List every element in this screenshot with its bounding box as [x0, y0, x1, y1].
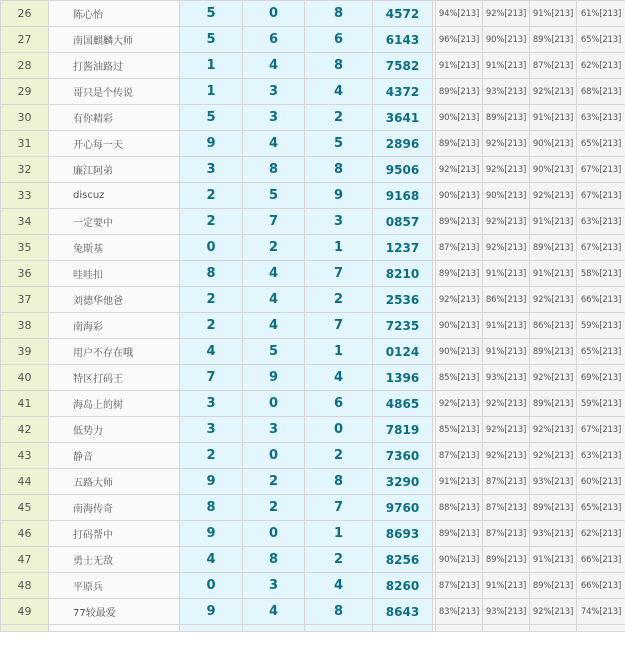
player-name-cell: 低势力: [49, 417, 180, 443]
digit-3-cell: 8: [305, 1, 373, 27]
digit-1-cell: 1: [180, 53, 243, 79]
rate-4-cell: 69%[213]: [577, 365, 625, 391]
rate-1-cell: 89%[213]: [436, 261, 483, 287]
rate-4-cell: 67%[213]: [577, 157, 625, 183]
code-cell: 4572: [373, 1, 433, 27]
rank-cell: 38: [1, 313, 49, 339]
table-row: [1, 417, 625, 443]
digit-1-cell: 9: [180, 469, 243, 495]
rate-3-cell: 91%[213]: [530, 547, 577, 573]
table-row: [1, 365, 625, 391]
rate-4-cell: 67%[213]: [577, 417, 625, 443]
digit-1-cell: 2: [180, 313, 243, 339]
rate-3-cell: 89%[213]: [530, 27, 577, 53]
code-cell: 9506: [373, 157, 433, 183]
rate-4-cell: 74%[213]: [577, 599, 625, 625]
ranking-rows: [1, 1, 625, 632]
player-name-cell: 刘德华他爸: [49, 287, 180, 313]
rate-2-cell: 89%[213]: [483, 547, 530, 573]
table-row: [1, 313, 625, 339]
rate-1-cell: 88%[213]: [436, 495, 483, 521]
digit-3-cell: 7: [305, 261, 373, 287]
rate-4-cell: 60%[213]: [577, 469, 625, 495]
player-name-cell: 勇士无敌: [49, 547, 180, 573]
rate-1-cell: 89%[213]: [436, 521, 483, 547]
digit-2-cell: 3: [243, 573, 305, 599]
rate-1-cell: 90%[213]: [436, 313, 483, 339]
rank-cell: 34: [1, 209, 49, 235]
table-row: [1, 573, 625, 599]
player-name-cell: 廉江阿弟: [49, 157, 180, 183]
rank-cell: 27: [1, 27, 49, 53]
table-row: [1, 261, 625, 287]
rate-1-cell: 90%[213]: [436, 547, 483, 573]
digit-1-cell: 9: [180, 521, 243, 547]
rank-cell: 44: [1, 469, 49, 495]
digit-2-cell: 9: [243, 365, 305, 391]
rate-2-cell: 89%[213]: [483, 105, 530, 131]
table-row-partial: [1, 625, 625, 632]
digit-2-cell: 3: [243, 79, 305, 105]
digit-1-cell: 5: [180, 27, 243, 53]
digit-2-cell: 5: [243, 339, 305, 365]
empty-cell: [436, 625, 483, 632]
rate-4-cell: 65%[213]: [577, 495, 625, 521]
table-row: [1, 1, 625, 27]
table-row: [1, 391, 625, 417]
table-row: [1, 521, 625, 547]
rate-3-cell: 90%[213]: [530, 157, 577, 183]
rank-cell: 49: [1, 599, 49, 625]
rate-2-cell: 91%[213]: [483, 53, 530, 79]
digit-2-cell: 2: [243, 469, 305, 495]
rate-1-cell: 94%[213]: [436, 1, 483, 27]
rate-2-cell: 87%[213]: [483, 469, 530, 495]
rate-4-cell: 63%[213]: [577, 209, 625, 235]
rate-4-cell: 65%[213]: [577, 131, 625, 157]
digit-1-cell: 2: [180, 209, 243, 235]
digit-2-cell: 4: [243, 261, 305, 287]
digit-1-cell: 3: [180, 157, 243, 183]
digit-2-cell: 3: [243, 105, 305, 131]
rate-1-cell: 87%[213]: [436, 235, 483, 261]
rate-3-cell: 92%[213]: [530, 183, 577, 209]
player-name-cell: 南海彩: [49, 313, 180, 339]
code-cell: 8256: [373, 547, 433, 573]
code-cell: 6143: [373, 27, 433, 53]
digit-2-cell: 7: [243, 209, 305, 235]
rate-4-cell: 65%[213]: [577, 339, 625, 365]
digit-1-cell: 2: [180, 443, 243, 469]
rate-2-cell: 87%[213]: [483, 521, 530, 547]
rate-1-cell: 89%[213]: [436, 209, 483, 235]
rate-2-cell: 91%[213]: [483, 573, 530, 599]
code-cell: 7235: [373, 313, 433, 339]
digit-1-cell: 8: [180, 495, 243, 521]
digit-1-cell: 0: [180, 573, 243, 599]
code-cell: 8693: [373, 521, 433, 547]
rank-cell: 30: [1, 105, 49, 131]
empty-cell: [49, 625, 180, 632]
rank-cell: 47: [1, 547, 49, 573]
code-cell: 3641: [373, 105, 433, 131]
rate-2-cell: 92%[213]: [483, 131, 530, 157]
rate-1-cell: 83%[213]: [436, 599, 483, 625]
rate-2-cell: 90%[213]: [483, 183, 530, 209]
table-row: [1, 599, 625, 625]
digit-3-cell: 9: [305, 183, 373, 209]
rate-4-cell: 59%[213]: [577, 313, 625, 339]
player-name-cell: 南国麒麟大师: [49, 27, 180, 53]
rate-3-cell: 90%[213]: [530, 131, 577, 157]
rate-2-cell: 92%[213]: [483, 235, 530, 261]
rate-4-cell: 66%[213]: [577, 547, 625, 573]
empty-cell: [483, 625, 530, 632]
player-name-cell: 哇哇扣: [49, 261, 180, 287]
rate-3-cell: 92%[213]: [530, 443, 577, 469]
player-name-cell: 有你精彩: [49, 105, 180, 131]
rate-4-cell: 67%[213]: [577, 235, 625, 261]
rate-2-cell: 91%[213]: [483, 261, 530, 287]
player-name-cell: 五路大师: [49, 469, 180, 495]
digit-2-cell: 0: [243, 1, 305, 27]
code-cell: 0124: [373, 339, 433, 365]
rate-1-cell: 85%[213]: [436, 417, 483, 443]
rank-cell: 33: [1, 183, 49, 209]
digit-2-cell: 8: [243, 157, 305, 183]
digit-2-cell: 0: [243, 391, 305, 417]
rate-2-cell: 91%[213]: [483, 339, 530, 365]
rank-cell: 48: [1, 573, 49, 599]
digit-3-cell: 1: [305, 521, 373, 547]
player-name-cell: 陈心怡: [49, 1, 180, 27]
rate-3-cell: 92%[213]: [530, 287, 577, 313]
rate-3-cell: 91%[213]: [530, 105, 577, 131]
rank-cell: 45: [1, 495, 49, 521]
digit-3-cell: 2: [305, 547, 373, 573]
rank-cell: 36: [1, 261, 49, 287]
code-cell: 4865: [373, 391, 433, 417]
table-row: [1, 157, 625, 183]
code-cell: 7819: [373, 417, 433, 443]
digit-3-cell: 8: [305, 157, 373, 183]
digit-1-cell: 1: [180, 79, 243, 105]
table-row: [1, 183, 625, 209]
table-row: [1, 235, 625, 261]
rate-3-cell: 92%[213]: [530, 599, 577, 625]
digit-1-cell: 3: [180, 391, 243, 417]
rank-cell: 40: [1, 365, 49, 391]
rate-4-cell: 63%[213]: [577, 105, 625, 131]
table-row: [1, 209, 625, 235]
digit-1-cell: 2: [180, 287, 243, 313]
digit-2-cell: 2: [243, 235, 305, 261]
rank-cell: 31: [1, 131, 49, 157]
rank-cell: 43: [1, 443, 49, 469]
player-name-cell: 打码帮中: [49, 521, 180, 547]
rate-1-cell: 89%[213]: [436, 131, 483, 157]
digit-2-cell: 4: [243, 313, 305, 339]
code-cell: 1396: [373, 365, 433, 391]
code-cell: 7582: [373, 53, 433, 79]
rate-1-cell: 90%[213]: [436, 183, 483, 209]
rate-3-cell: 92%[213]: [530, 365, 577, 391]
digit-1-cell: 8: [180, 261, 243, 287]
digit-1-cell: 5: [180, 105, 243, 131]
digit-1-cell: 2: [180, 183, 243, 209]
digit-2-cell: 4: [243, 599, 305, 625]
rate-3-cell: 91%[213]: [530, 1, 577, 27]
rate-3-cell: 89%[213]: [530, 339, 577, 365]
rate-2-cell: 92%[213]: [483, 417, 530, 443]
digit-1-cell: 3: [180, 417, 243, 443]
digit-1-cell: 4: [180, 547, 243, 573]
digit-3-cell: 4: [305, 365, 373, 391]
rate-2-cell: 90%[213]: [483, 27, 530, 53]
rate-3-cell: 91%[213]: [530, 209, 577, 235]
player-name-cell: 海岛上的树: [49, 391, 180, 417]
digit-3-cell: 8: [305, 53, 373, 79]
rate-4-cell: 65%[213]: [577, 27, 625, 53]
rate-2-cell: 91%[213]: [483, 313, 530, 339]
code-cell: 8260: [373, 573, 433, 599]
rate-1-cell: 91%[213]: [436, 53, 483, 79]
code-cell: 4372: [373, 79, 433, 105]
rate-2-cell: 87%[213]: [483, 495, 530, 521]
rate-1-cell: 91%[213]: [436, 469, 483, 495]
empty-cell: [373, 625, 433, 632]
digit-2-cell: 4: [243, 287, 305, 313]
rank-cell: 37: [1, 287, 49, 313]
digit-2-cell: 6: [243, 27, 305, 53]
table-row: [1, 547, 625, 573]
rate-2-cell: 92%[213]: [483, 391, 530, 417]
rank-cell: 28: [1, 53, 49, 79]
rate-1-cell: 92%[213]: [436, 157, 483, 183]
rate-1-cell: 92%[213]: [436, 287, 483, 313]
digit-3-cell: 2: [305, 287, 373, 313]
player-name-cell: 开心每一天: [49, 131, 180, 157]
rate-3-cell: 92%[213]: [530, 417, 577, 443]
rate-3-cell: 93%[213]: [530, 521, 577, 547]
code-cell: 7360: [373, 443, 433, 469]
table-row: [1, 131, 625, 157]
digit-1-cell: 9: [180, 131, 243, 157]
rate-4-cell: 66%[213]: [577, 287, 625, 313]
empty-cell: [243, 625, 305, 632]
table-row: [1, 79, 625, 105]
rank-cell: 39: [1, 339, 49, 365]
rank-cell: 32: [1, 157, 49, 183]
rate-1-cell: 87%[213]: [436, 443, 483, 469]
empty-cell: [1, 625, 49, 632]
code-cell: 9760: [373, 495, 433, 521]
code-cell: 0857: [373, 209, 433, 235]
rank-cell: 35: [1, 235, 49, 261]
digit-3-cell: 7: [305, 495, 373, 521]
rate-1-cell: 92%[213]: [436, 391, 483, 417]
rate-4-cell: 67%[213]: [577, 183, 625, 209]
rate-3-cell: 87%[213]: [530, 53, 577, 79]
digit-2-cell: 5: [243, 183, 305, 209]
digit-3-cell: 2: [305, 443, 373, 469]
player-name-cell: discuz: [49, 183, 180, 209]
rate-1-cell: 87%[213]: [436, 573, 483, 599]
digit-3-cell: 8: [305, 469, 373, 495]
rate-3-cell: 89%[213]: [530, 573, 577, 599]
digit-2-cell: 2: [243, 495, 305, 521]
rate-1-cell: 89%[213]: [436, 79, 483, 105]
digit-1-cell: 7: [180, 365, 243, 391]
digit-2-cell: 4: [243, 131, 305, 157]
digit-2-cell: 3: [243, 417, 305, 443]
digit-1-cell: 9: [180, 599, 243, 625]
rate-3-cell: 89%[213]: [530, 495, 577, 521]
digit-1-cell: 4: [180, 339, 243, 365]
rate-4-cell: 61%[213]: [577, 1, 625, 27]
code-cell: 3290: [373, 469, 433, 495]
digit-3-cell: 1: [305, 235, 373, 261]
rate-4-cell: 63%[213]: [577, 443, 625, 469]
player-name-cell: 打酱油路过: [49, 53, 180, 79]
digit-2-cell: 0: [243, 443, 305, 469]
rate-2-cell: 93%[213]: [483, 365, 530, 391]
digit-3-cell: 8: [305, 599, 373, 625]
rate-3-cell: 89%[213]: [530, 391, 577, 417]
digit-2-cell: 8: [243, 547, 305, 573]
code-cell: 8210: [373, 261, 433, 287]
player-name-cell: 平原兵: [49, 573, 180, 599]
code-cell: 1237: [373, 235, 433, 261]
rank-cell: 42: [1, 417, 49, 443]
player-name-cell: 哥只是个传说: [49, 79, 180, 105]
digit-3-cell: 6: [305, 391, 373, 417]
player-name-cell: 兔斯基: [49, 235, 180, 261]
table-row: [1, 105, 625, 131]
digit-2-cell: 4: [243, 53, 305, 79]
rate-1-cell: 96%[213]: [436, 27, 483, 53]
code-cell: 2536: [373, 287, 433, 313]
rate-3-cell: 89%[213]: [530, 235, 577, 261]
digit-3-cell: 0: [305, 417, 373, 443]
rate-1-cell: 85%[213]: [436, 365, 483, 391]
digit-3-cell: 5: [305, 131, 373, 157]
digit-1-cell: 0: [180, 235, 243, 261]
digit-3-cell: 6: [305, 27, 373, 53]
table-row: [1, 469, 625, 495]
empty-cell: [180, 625, 243, 632]
player-name-cell: 静音: [49, 443, 180, 469]
digit-2-cell: 0: [243, 521, 305, 547]
rate-4-cell: 68%[213]: [577, 79, 625, 105]
digit-1-cell: 5: [180, 1, 243, 27]
player-name-cell: 特区打码王: [49, 365, 180, 391]
rate-4-cell: 62%[213]: [577, 53, 625, 79]
rate-2-cell: 86%[213]: [483, 287, 530, 313]
rate-2-cell: 92%[213]: [483, 157, 530, 183]
rate-2-cell: 92%[213]: [483, 443, 530, 469]
table-row: [1, 495, 625, 521]
table-row: [1, 287, 625, 313]
rate-4-cell: 59%[213]: [577, 391, 625, 417]
empty-cell: [305, 625, 373, 632]
table-row: [1, 27, 625, 53]
rate-3-cell: 86%[213]: [530, 313, 577, 339]
digit-3-cell: 1: [305, 339, 373, 365]
table-row: [1, 443, 625, 469]
rate-3-cell: 93%[213]: [530, 469, 577, 495]
player-name-cell: 用户不存在哦: [49, 339, 180, 365]
digit-3-cell: 3: [305, 209, 373, 235]
rate-3-cell: 92%[213]: [530, 79, 577, 105]
code-cell: 2896: [373, 131, 433, 157]
table-row: [1, 53, 625, 79]
code-cell: 9168: [373, 183, 433, 209]
rate-2-cell: 93%[213]: [483, 599, 530, 625]
code-cell: 8643: [373, 599, 433, 625]
digit-3-cell: 7: [305, 313, 373, 339]
digit-3-cell: 4: [305, 79, 373, 105]
rate-2-cell: 92%[213]: [483, 209, 530, 235]
digit-3-cell: 4: [305, 573, 373, 599]
rate-2-cell: 93%[213]: [483, 79, 530, 105]
rank-cell: 46: [1, 521, 49, 547]
rate-4-cell: 62%[213]: [577, 521, 625, 547]
player-name-cell: 77较最爱: [49, 599, 180, 625]
digit-3-cell: 2: [305, 105, 373, 131]
rank-cell: 41: [1, 391, 49, 417]
rank-cell: 26: [1, 1, 49, 27]
rate-2-cell: 92%[213]: [483, 1, 530, 27]
rate-1-cell: 90%[213]: [436, 105, 483, 131]
player-name-cell: 南海传奇: [49, 495, 180, 521]
empty-cell: [577, 625, 625, 632]
rate-4-cell: 58%[213]: [577, 261, 625, 287]
rate-4-cell: 66%[213]: [577, 573, 625, 599]
rank-cell: 29: [1, 79, 49, 105]
rate-1-cell: 90%[213]: [436, 339, 483, 365]
player-name-cell: 一定要中: [49, 209, 180, 235]
empty-cell: [530, 625, 577, 632]
rate-3-cell: 91%[213]: [530, 261, 577, 287]
table-row: [1, 339, 625, 365]
